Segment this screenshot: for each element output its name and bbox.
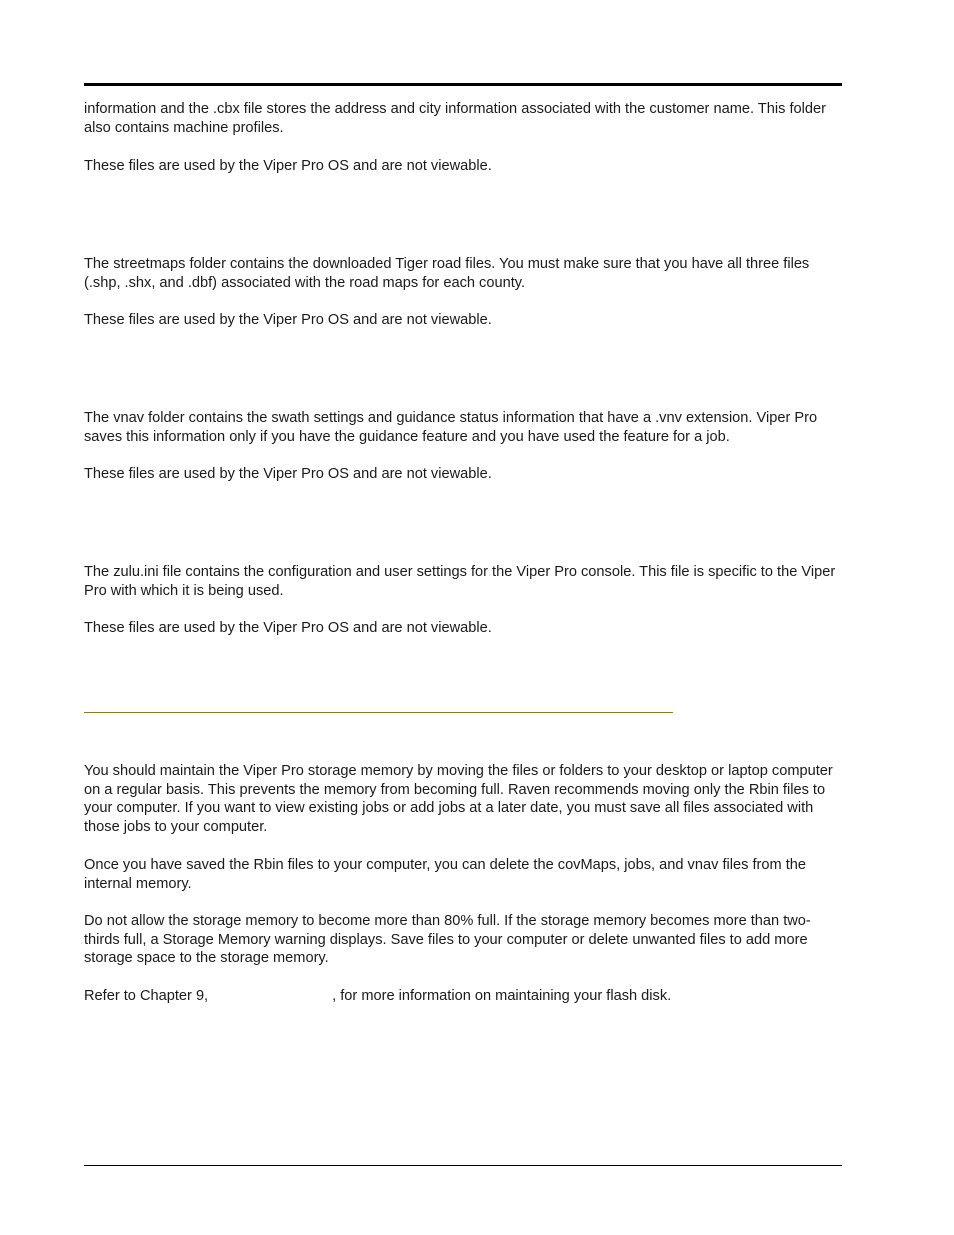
refer-chapter-text-end: , for more information on maintaining your flash disk. (332, 988, 672, 1004)
paragraph-vnav: The vnav folder contains the swath settings and guidance status information that have a .vnv extension. Viper Pro saves this information only if you have the guidance feature and you have used the feature for a job. (84, 410, 818, 445)
paragraph-refer-chapter (84, 987, 844, 1006)
paragraph-cbx-info: information and the .cbx file stores the address and city information associated with the customer name. This folder also contains machine profiles. (84, 101, 826, 136)
refer-chapter-text: Refer to Chapter 9, (84, 988, 209, 1004)
paragraph-zulu-ini: The zulu.ini file contains the configuration and user settings for the Viper Pro console. This file is specific to the Viper Pro with which it is being used. (84, 564, 836, 599)
paragraph-files-not-viewable-1: These files are used by the Viper Pro OS and are not viewable. (84, 158, 492, 174)
paragraph-files-not-viewable-2: These files are used by the Viper Pro OS and are not viewable. (84, 312, 492, 328)
section-divider (84, 712, 673, 713)
paragraph-storage-warning: Do not allow the storage memory to become more than 80% full. If the storage memory becomes more than two-thirds full, a Storage Memory warning displays. Save files to your computer or delete unwanted files to add more storage space to the storage memory. (84, 913, 811, 967)
paragraph-delete-files: Once you have saved the Rbin files to your computer, you can delete the covMaps, jobs, and vnav files from the internal memory. (84, 857, 806, 892)
paragraph-files-not-viewable-3: These files are used by the Viper Pro OS and are not viewable. (84, 466, 492, 482)
header-rule (84, 83, 842, 86)
footer-rule (84, 1165, 842, 1166)
paragraph-streetmaps: The streetmaps folder contains the downloaded Tiger road files. You must make sure that you have all three files (.shp, .shx, and .dbf) associated with the road maps for each county. (84, 256, 810, 291)
paragraph-files-not-viewable-4: These files are used by the Viper Pro OS and are not viewable. (84, 620, 492, 636)
paragraph-maintain-storage: You should maintain the Viper Pro storage memory by moving the files or folders to your desktop or laptop computer on a regular basis. This prevents the memory from becoming full. Raven recommends moving only the Rbin files to your computer. If you want to view existing jobs or add jobs at a later date, you must save all files associated with those jobs to your computer. (84, 763, 833, 835)
